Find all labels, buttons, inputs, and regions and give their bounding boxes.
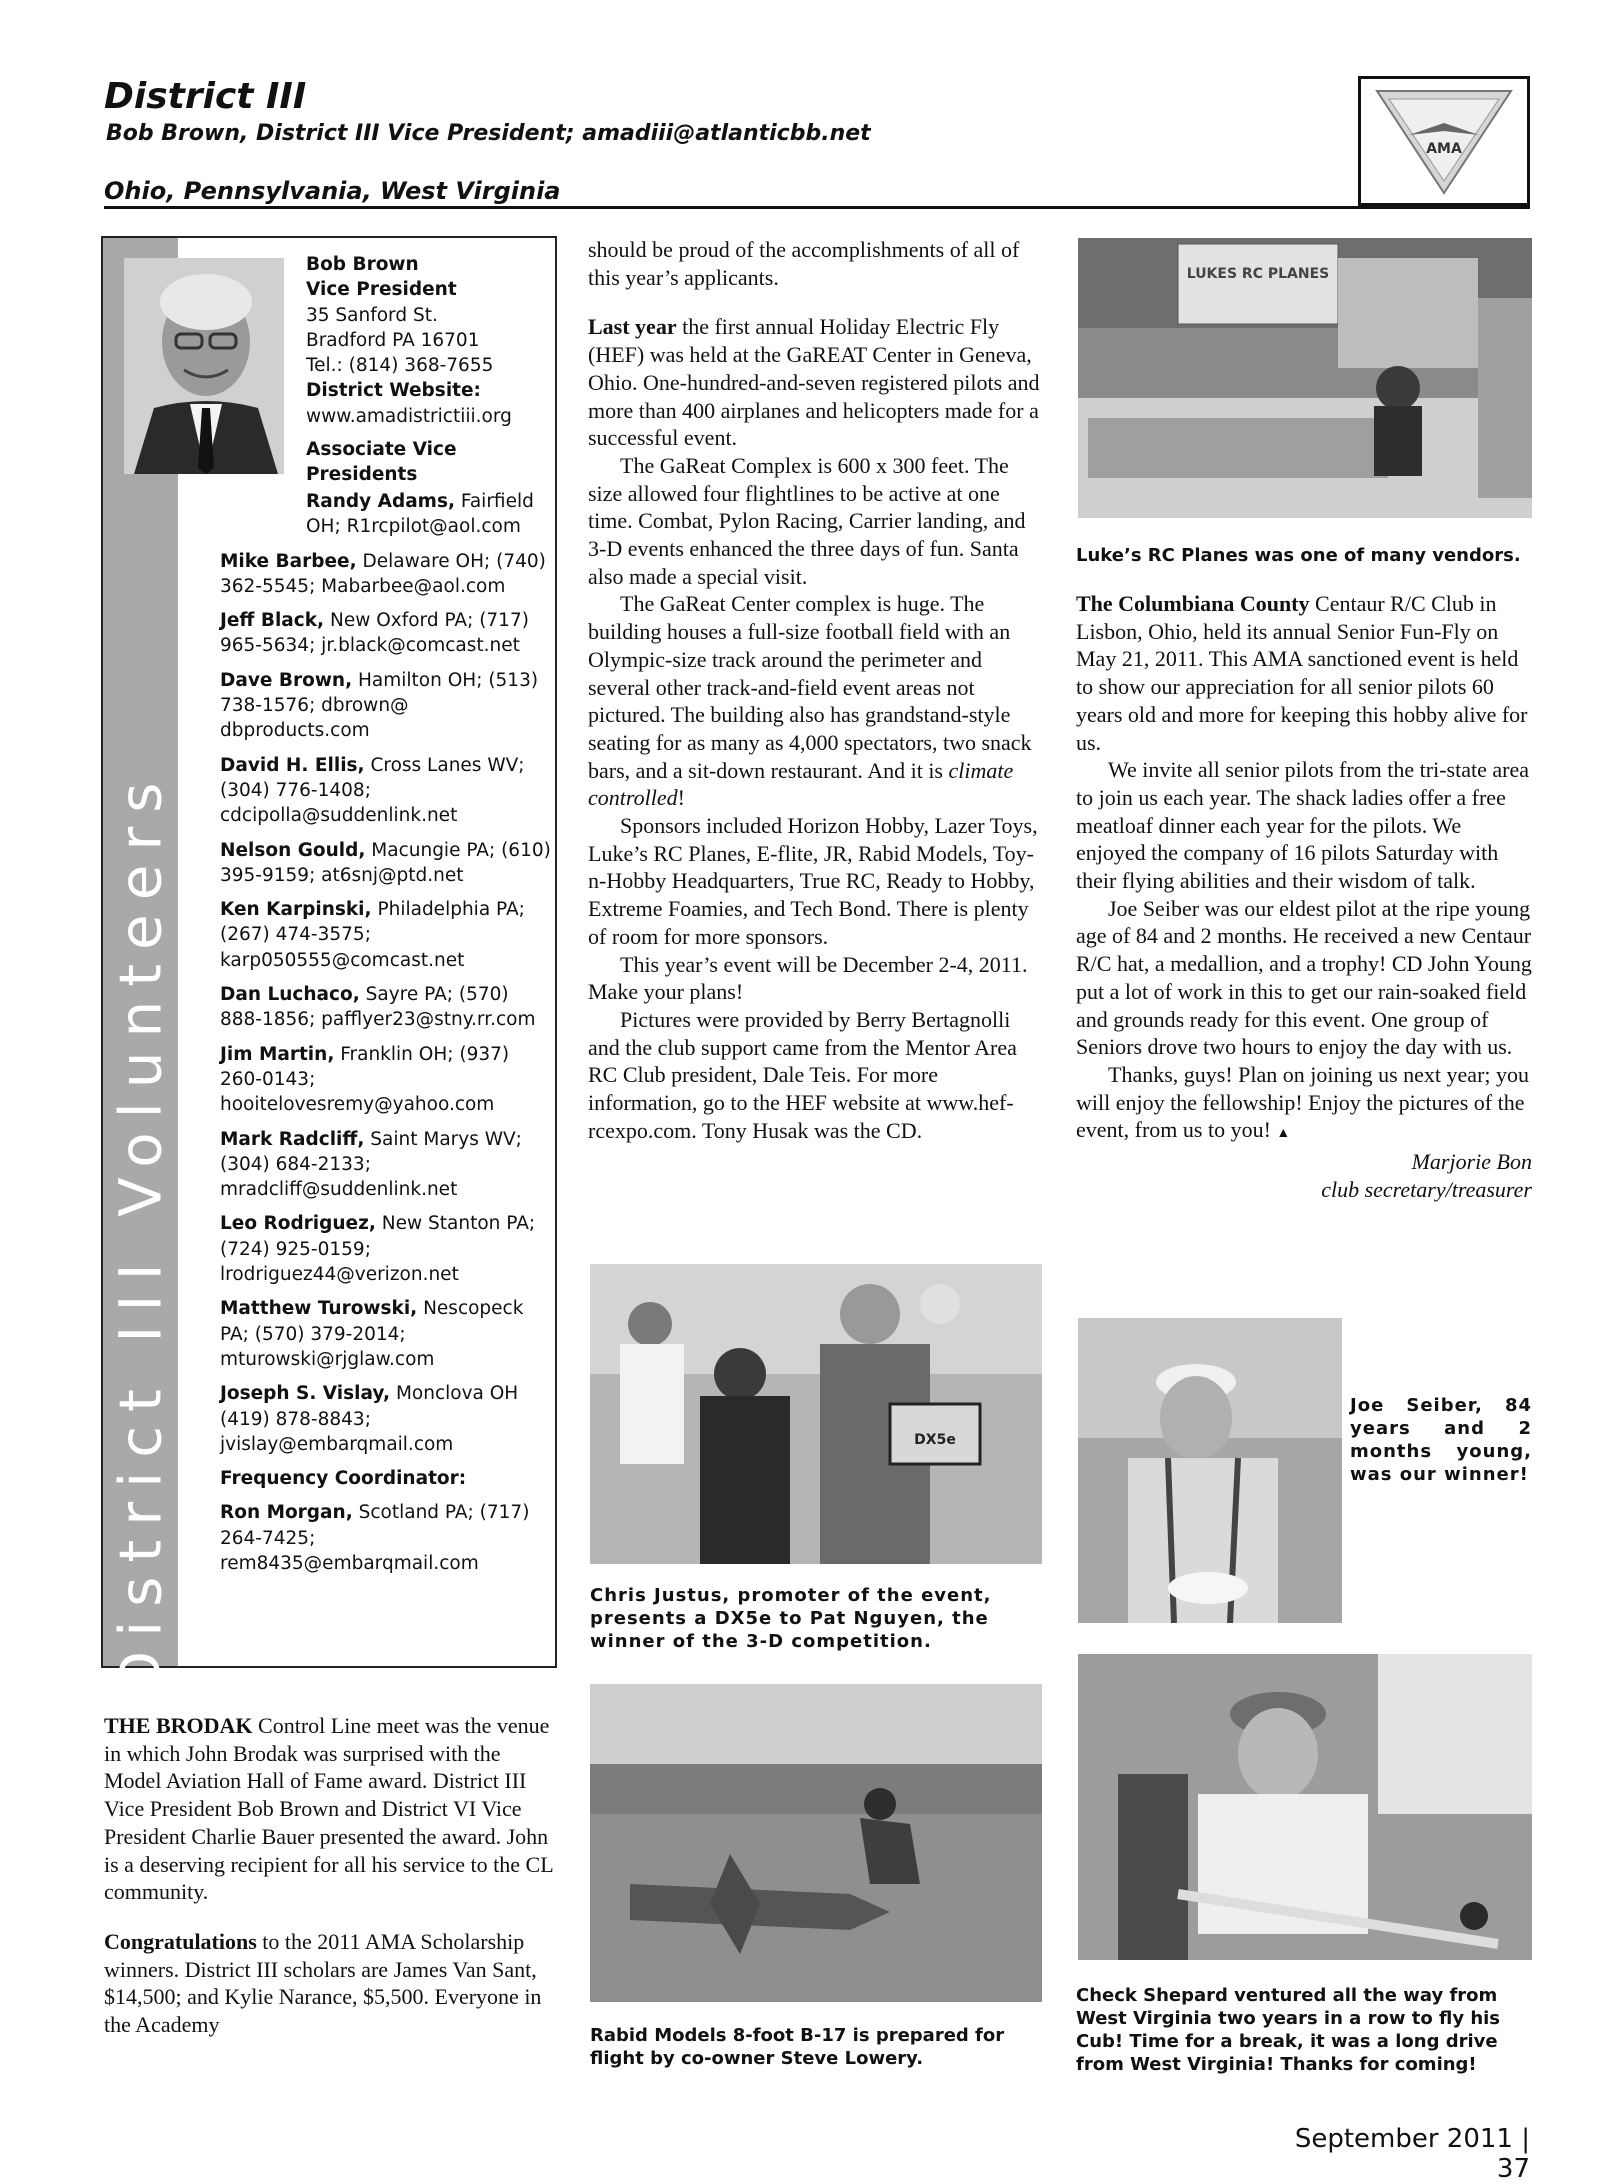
volunteer-entries xyxy=(220,489,552,1585)
ama-logo xyxy=(1358,76,1530,206)
freq-label: Frequency Coordinator: xyxy=(220,1468,467,1490)
col3-para-1: The Columbiana County Centaur R/C Club in Lisbon, Ohio, held its annual Senior Fun-Fly on May 21, 2011. This AMA sanctioned event is held to show our appreciation for all senior pilots 60 years old and more for keeping this hobby alive for us. xyxy=(1076,591,1528,755)
caption-joe: Joe Seiber, 84 years and 2 months young, was our winner! xyxy=(1350,1395,1532,1485)
volunteer-entry: Nelson Gould, Macungie PA; (610) 395-9159; at6snj@ptd.net xyxy=(220,839,551,886)
brodak-paragraph: THE BRODAK Control Line meet was the venue in which John Brodak was surprised with the Model Aviation Hall of Fame award. District III Vice President Bob Brown and District VI Vice President Charlie Bauer presented the award. John is a deserving recipient for all his service to the CL community. xyxy=(104,1713,553,1905)
volunteer-entry: Ken Karpinski, Philadelphia PA; (267) 474-3575; karp050555@comcast.net xyxy=(220,899,525,971)
col2-para-3: The GaReat Center complex is huge. The building houses a full-size football field with an Olympic-size track around the perimeter and several other track-and-field event areas not pictured. The building also has grandstand-style seating for as many as 4,000 spectators, two snack bars, and a sit-down restaurant. And it is climate controlled! xyxy=(588,591,1032,811)
volunteer-entry: Dave Brown, Hamilton OH; (513) 738-1576; dbrown@ dbproducts.com xyxy=(220,669,539,742)
caption-check: Check Shepard ventured all the way from West Virginia two years in a row to fly his Cub! Time for a break, it was a long drive from West Virginia! Thanks for coming! xyxy=(1076,1985,1501,2075)
col2-para-4: Sponsors included Horizon Hobby, Lazer Toys, Luke’s RC Planes, E-flite, JR, Rabid Models, Toy-n-Hobby Headquarters, True RC, Ready to Hobby, Extreme Foamies, and Tech Bond. There is plenty of room for more sponsors. xyxy=(588,813,1038,949)
page-subtitle: Bob Brown, District III Vice President; amadiii@atlanticbb.net xyxy=(106,121,871,146)
vp-address1: 35 Sanford St. xyxy=(306,304,438,326)
ama-logo-icon xyxy=(1369,85,1519,197)
avp-label: Associate Vice Presidents xyxy=(306,439,457,486)
scholarship-paragraph: Congratulations to the 2011 AMA Scholarship winners. District III scholars are James Van Sant, $14,500; and Kylie Narance, $5,500. Everyone in the Academy xyxy=(104,1928,542,2038)
column-1-text xyxy=(104,1712,556,2039)
col2-para-2: The GaReat Complex is 600 x 300 feet. The size allowed four flightlines to be active at one time. Combat, Pylon Racing, Carrier landing, and 3-D events enhanced the three days of fun. Santa also made a special visit. xyxy=(588,452,1026,589)
col3-para-2: We invite all senior pilots from the tri-state area to join us each year. The shack ladies offer a free meatloaf dinner each year for the pilots. We enjoyed the company of 16 pilots Saturday with their flying abilities and their wisdom of talk. xyxy=(1076,757,1529,894)
signature-title: club secretary/treasurer xyxy=(1321,1176,1532,1202)
signature-name: Marjorie Bon xyxy=(1411,1149,1532,1175)
column-3-text xyxy=(1076,590,1532,1203)
box-label-text: DX5e xyxy=(914,1432,956,1448)
district-states: Ohio, Pennsylvania, West Virginia xyxy=(104,177,561,205)
volunteer-entry: Mark Radcliff, Saint Marys WV; (304) 684-2133; mradcliff@suddenlink.net xyxy=(220,1128,522,1201)
vp-tel: Tel.: (814) 368-7655 xyxy=(306,355,494,377)
volunteer-entry: Jim Martin, Franklin OH; (937) 260-0143; hooitelovesremy@yahoo.com xyxy=(220,1043,510,1116)
vp-contact xyxy=(306,252,556,488)
lukes-banner-text: LUKES RC PLANES xyxy=(1186,266,1330,282)
vp-address2: Bradford PA 16701 xyxy=(306,329,480,351)
photo-joe-seiber xyxy=(1078,1318,1342,1623)
website-label: District Website: xyxy=(306,380,481,402)
page-title: District III xyxy=(104,76,307,117)
caption-b17: Rabid Models 8-foot B-17 is prepared for flight by co-owner Steve Lowery. xyxy=(590,2025,1005,2069)
caption-chris: Chris Justus, promoter of the event, presents a DX5e to Pat Nguyen, the winner of the 3-D competition. xyxy=(590,1585,992,1652)
volunteer-entry: Dan Luchaco, Sayre PA; (570) 888-1856; pafflyer23@stny.rr.com xyxy=(220,984,536,1031)
vp-name: Bob Brown xyxy=(306,254,419,275)
vp-title: Vice President xyxy=(306,279,457,301)
col2-para-5: This year’s event will be December 2-4, 2011. Make your plans! xyxy=(588,951,1028,1005)
freq-coordinator: Ron Morgan, Scotland PA; (717) 264-7425; rem8435@embarqmail.com xyxy=(220,1502,530,1574)
col2-para-6: Pictures were provided by Berry Bertagnolli and the club support came from the Mentor Area RC Club president, Dale Teis. For more information, go to the HEF website at www.hef-rcexpo.com. Tony Husak was the CD. xyxy=(588,1006,1017,1143)
volunteer-entry: Matthew Turowski, Nescopeck PA; (570) 379-2014; mturowski@rjglaw.com xyxy=(220,1298,524,1370)
website-link[interactable]: www.amadistrictiii.org xyxy=(306,405,512,427)
photo-lukes-rc-planes xyxy=(1078,238,1532,518)
col3-para-3: Joe Seiber was our eldest pilot at the ripe young age of 84 and 2 months. He received a new Centaur R/C hat, a medallion, and a trophy! CD John Young put a lot of work in this to get our rain-soaked field and grounds ready for this event. One group of Seniors drove two hours to enjoy the day with us. xyxy=(1076,895,1532,1060)
volunteer-entry: Leo Rodriguez, New Stanton PA; (724) 925-0159; lrodriguez44@verizon.net xyxy=(220,1213,536,1286)
volunteer-entry: Mike Barbee, Delaware OH; (740) 362-5545; Mabarbee@aol.com xyxy=(220,550,546,597)
volunteer-entry: David H. Ellis, Cross Lanes WV; (304) 776-1408; cdcipolla@suddenlink.net xyxy=(220,754,525,827)
ama-end-mark-icon: ▲ xyxy=(1276,1126,1291,1142)
volunteers-side-label: District III Volunteers xyxy=(106,768,175,1696)
bob-brown-photo xyxy=(124,258,284,474)
photo-chris-justus xyxy=(590,1264,1042,1564)
col2-para-1: Last year the first annual Holiday Electric Fly (HEF) was held at the GaREAT Center in Geneva, Ohio. One-hundred-and-seven registered pilots and more than 400 airplanes and helicopters made for a successful event. xyxy=(588,314,1040,451)
caption-lukes: Luke’s RC Planes was one of many vendors. xyxy=(1076,545,1521,566)
photo-check-shepard xyxy=(1078,1654,1532,1960)
volunteer-entry: Joseph S. Vislay, Monclova OH (419) 878-8843; jvislay@embarqmail.com xyxy=(220,1383,519,1455)
logo-text: AMA xyxy=(1426,141,1462,157)
page-footer: September 2011 | 37 xyxy=(1294,2124,1530,2184)
col3-para-4: Thanks, guys! Plan on joining us next year; you will enjoy the fellowship! Enjoy the pictures of the event, from us to you! ▲ xyxy=(1076,1061,1530,1143)
volunteer-entry: Randy Adams, Fairfield OH; R1rcpilot@aol.com xyxy=(306,491,534,538)
header-rule xyxy=(104,206,1530,209)
volunteer-entry: Jeff Black, New Oxford PA; (717) 965-5634; jr.black@comcast.net xyxy=(220,610,529,657)
photo-b17 xyxy=(590,1684,1042,2002)
column-2-text xyxy=(588,236,1040,1145)
col2-para-0: should be proud of the accomplishments of all of this year’s applicants. xyxy=(588,237,1020,290)
